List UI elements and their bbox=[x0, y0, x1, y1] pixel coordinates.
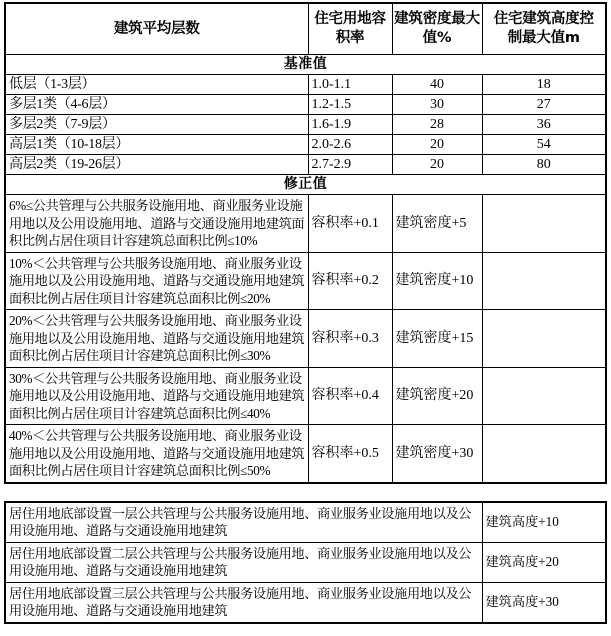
baseline-far: 2.0-2.6 bbox=[308, 135, 392, 155]
section-header-baseline bbox=[5, 55, 606, 75]
table-row bbox=[5, 310, 606, 368]
table-separator bbox=[4, 484, 605, 501]
correction-density: 建筑密度+20 bbox=[392, 367, 482, 425]
correction-height bbox=[482, 252, 606, 310]
correction-far: 容积率+0.4 bbox=[308, 367, 392, 425]
building-index-table bbox=[4, 2, 607, 484]
table-row bbox=[5, 115, 606, 135]
baseline-height: 18 bbox=[482, 75, 606, 95]
table-header-row bbox=[5, 3, 606, 55]
baseline-far: 1.2-1.5 bbox=[308, 95, 392, 115]
header-building-density-line1: 建筑密度最大 bbox=[394, 11, 480, 27]
correction-far: 容积率+0.3 bbox=[308, 310, 392, 368]
header-building-density bbox=[392, 3, 482, 55]
table-row bbox=[5, 195, 606, 253]
baseline-density: 40 bbox=[392, 75, 482, 95]
height-bonus-description: 居住用地底部设置二层公共管理与公共服务设施用地、商业服务业设施用地以及公用设施用地、道路与交通设施用地建筑 bbox=[5, 542, 482, 582]
table-row bbox=[5, 502, 606, 543]
header-building-height-line1: 住宅建筑高度控 bbox=[493, 11, 594, 27]
table-row bbox=[5, 135, 606, 155]
correction-density: 建筑密度+15 bbox=[392, 310, 482, 368]
baseline-density: 30 bbox=[392, 95, 482, 115]
section-header-correction bbox=[5, 175, 606, 195]
baseline-height: 54 bbox=[482, 135, 606, 155]
correction-far: 容积率+0.2 bbox=[308, 252, 392, 310]
correction-height bbox=[482, 195, 606, 253]
header-plot-ratio-line1: 住宅用地容 bbox=[314, 11, 386, 27]
table-row bbox=[5, 425, 606, 483]
baseline-far: 1.0-1.1 bbox=[308, 75, 392, 95]
header-plot-ratio bbox=[308, 3, 392, 55]
baseline-label: 多层2类（7-9层） bbox=[5, 115, 308, 135]
header-building-density-line2: 值% bbox=[422, 30, 452, 46]
correction-density: 建筑密度+30 bbox=[392, 425, 482, 483]
correction-description: 30%＜公共管理与公共服务设施用地、商业服务业设施用地以及公用设施用地、道路与交通设施用地建筑面积比例占居住项目计容建筑总面积比例≤40% bbox=[5, 367, 308, 425]
height-bonus-value: 建筑高度+10 bbox=[482, 502, 606, 543]
table-row bbox=[5, 582, 606, 623]
correction-density: 建筑密度+10 bbox=[392, 252, 482, 310]
correction-far: 容积率+0.1 bbox=[308, 195, 392, 253]
header-building-height-line2: 制最大值m bbox=[507, 30, 580, 46]
height-bonus-description: 居住用地底部设置一层公共管理与公共服务设施用地、商业服务业设施用地以及公用设施用地、道路与交通设施用地建筑 bbox=[5, 502, 482, 543]
section-header-baseline-label: 基准值 bbox=[5, 55, 606, 75]
table-row bbox=[5, 95, 606, 115]
section-header-correction-label: 修正值 bbox=[5, 175, 606, 195]
correction-far: 容积率+0.5 bbox=[308, 425, 392, 483]
height-bonus-value: 建筑高度+30 bbox=[482, 582, 606, 623]
correction-description: 6%≤公共管理与公共服务设施用地、商业服务业设施用地以及公用设施用地、道路与交通设施用地建筑面积比例占居住项目计容建筑总面积比例≤10% bbox=[5, 195, 308, 253]
correction-density: 建筑密度+5 bbox=[392, 195, 482, 253]
height-bonus-table bbox=[4, 501, 607, 624]
table-row bbox=[5, 367, 606, 425]
height-bonus-value: 建筑高度+20 bbox=[482, 542, 606, 582]
baseline-label: 高层1类（10-18层） bbox=[5, 135, 308, 155]
height-bonus-description: 居住用地底部设置三层公共管理与公共服务设施用地、商业服务业设施用地以及公用设施用地、道路与交通设施用地建筑 bbox=[5, 582, 482, 623]
header-building-height bbox=[482, 3, 606, 55]
baseline-density: 28 bbox=[392, 115, 482, 135]
baseline-label: 高层2类（19-26层） bbox=[5, 155, 308, 175]
baseline-density: 20 bbox=[392, 135, 482, 155]
baseline-height: 27 bbox=[482, 95, 606, 115]
baseline-density: 20 bbox=[392, 155, 482, 175]
table-row bbox=[5, 542, 606, 582]
baseline-height: 36 bbox=[482, 115, 606, 135]
header-average-floors: 建筑平均层数 bbox=[5, 3, 308, 55]
header-plot-ratio-line2: 积率 bbox=[335, 30, 365, 46]
correction-description: 10%＜公共管理与公共服务设施用地、商业服务业设施用地以及公用设施用地、道路与交通设施用地建筑面积比例占居住项目计容建筑总面积比例≤20% bbox=[5, 252, 308, 310]
baseline-far: 1.6-1.9 bbox=[308, 115, 392, 135]
baseline-far: 2.7-2.9 bbox=[308, 155, 392, 175]
table-row bbox=[5, 75, 606, 95]
baseline-label: 多层1类（4-6层） bbox=[5, 95, 308, 115]
correction-height bbox=[482, 425, 606, 483]
correction-height bbox=[482, 310, 606, 368]
table-row bbox=[5, 155, 606, 175]
correction-height bbox=[482, 367, 606, 425]
correction-description: 20%＜公共管理与公共服务设施用地、商业服务业设施用地以及公用设施用地、道路与交通设施用地建筑面积比例占居住项目计容建筑总面积比例≤30% bbox=[5, 310, 308, 368]
baseline-label: 低层（1-3层） bbox=[5, 75, 308, 95]
table-row bbox=[5, 252, 606, 310]
correction-description: 40%＜公共管理与公共服务设施用地、商业服务业设施用地以及公用设施用地、道路与交通设施用地建筑面积比例占居住项目计容建筑总面积比例≤50% bbox=[5, 425, 308, 483]
baseline-height: 80 bbox=[482, 155, 606, 175]
